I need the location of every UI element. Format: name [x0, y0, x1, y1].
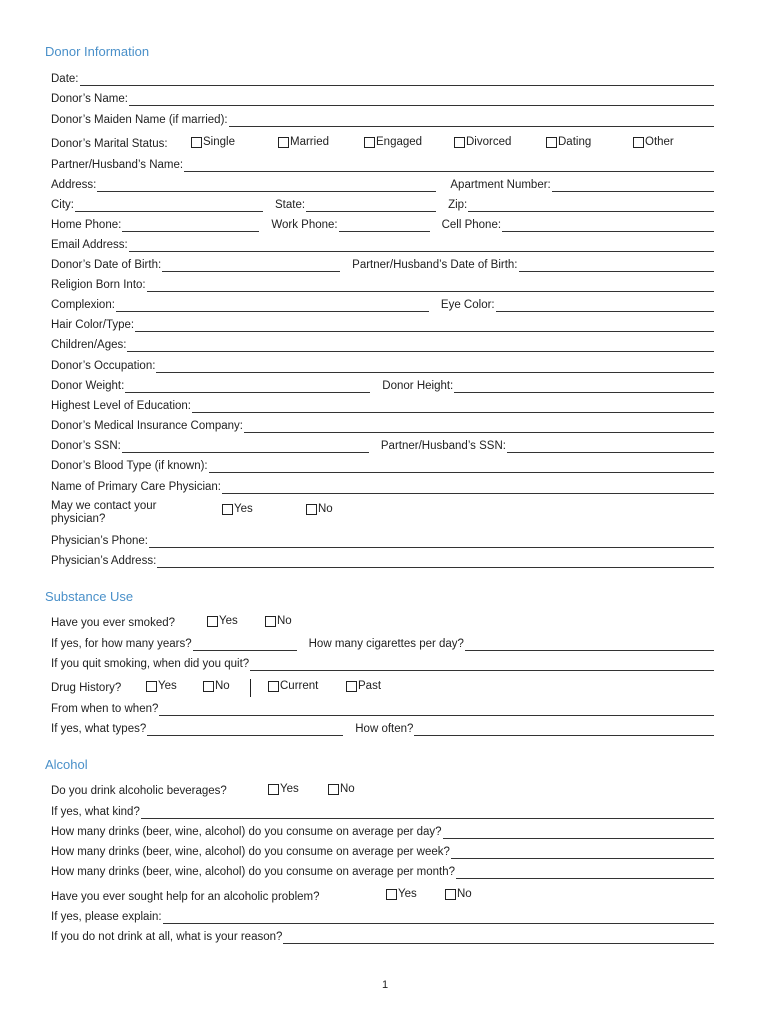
reason-label: If you do not drink at all, what is your reason?	[51, 931, 283, 943]
smoked-yes-label: Yes	[219, 615, 238, 627]
section-title-donor-information: Donor Information	[45, 44, 150, 59]
phones-row	[51, 216, 714, 232]
drug-yes-checkbox[interactable]	[146, 680, 177, 693]
physician-address-row	[51, 552, 714, 568]
drinks-per-month-label: How many drinks (beer, wine, alcohol) do you consume on average per month?	[51, 866, 455, 878]
donor-name-label: Donor’s Name:	[51, 93, 128, 105]
checkbox-box[interactable]	[546, 137, 557, 148]
section-title-substance-use: Substance Use	[45, 589, 134, 604]
religion-row	[51, 276, 714, 292]
eye-color-field[interactable]	[496, 300, 714, 312]
marital-divorced-checkbox[interactable]	[454, 136, 511, 149]
smoking-years-row	[51, 635, 714, 651]
insurance-row	[51, 417, 714, 433]
maiden-name-field[interactable]	[229, 115, 714, 127]
checkbox-box[interactable]	[633, 137, 644, 148]
occupation-field[interactable]	[156, 361, 714, 373]
physician-address-field[interactable]	[157, 556, 714, 568]
religion-field[interactable]	[147, 280, 714, 292]
ssn-field[interactable]	[122, 441, 369, 453]
drink-label: Do you drink alcoholic beverages?	[51, 785, 227, 797]
explain-row	[51, 908, 714, 924]
partner-ssn-field[interactable]	[507, 441, 714, 453]
children-field[interactable]	[127, 340, 714, 352]
marital-single-checkbox[interactable]	[191, 136, 235, 149]
drug-yes-label: Yes	[158, 680, 177, 692]
contact-no-label: No	[318, 503, 333, 515]
maiden-name-label: Donor’s Maiden Name (if married):	[51, 114, 228, 126]
drink-kind-row	[51, 803, 714, 819]
from-when-row	[51, 700, 714, 716]
physician-name-row	[51, 478, 714, 494]
contact-physician-label: May we contact your physician?	[51, 500, 157, 525]
city-state-zip-row	[51, 196, 714, 212]
apartment-label: Apartment Number:	[450, 179, 551, 191]
partner-ssn-label: Partner/Husband’s SSN:	[380, 440, 506, 452]
drinks-per-day-field[interactable]	[443, 827, 714, 839]
marital-dating-label: Dating	[558, 136, 592, 148]
section-title-alcohol: Alcohol	[45, 757, 88, 772]
marital-engaged-label: Engaged	[376, 136, 423, 148]
quit-field[interactable]	[250, 659, 714, 671]
drug-history-label: Drug History?	[51, 682, 122, 694]
explain-field[interactable]	[163, 912, 714, 924]
date-label: Date:	[51, 73, 79, 85]
drinks-per-month-field[interactable]	[456, 867, 714, 879]
weight-label: Donor Weight:	[51, 380, 125, 392]
education-row	[51, 397, 714, 413]
reason-row	[51, 928, 714, 944]
occupation-label: Donor’s Occupation:	[51, 360, 156, 372]
partner-name-row	[51, 156, 714, 172]
drug-no-checkbox[interactable]	[203, 680, 230, 693]
marital-dating-checkbox[interactable]	[546, 136, 591, 149]
drink-no-label: No	[340, 783, 355, 795]
smoked-no-checkbox[interactable]	[265, 615, 292, 628]
education-field[interactable]	[192, 401, 714, 413]
drink-kind-label: If yes, what kind?	[51, 806, 140, 818]
home-phone-label: Home Phone:	[51, 219, 122, 231]
checkbox-box[interactable]	[146, 681, 157, 692]
reason-field[interactable]	[283, 932, 714, 944]
drug-past-checkbox[interactable]	[346, 680, 381, 693]
email-row	[51, 236, 714, 252]
marital-married-label: Married	[290, 136, 329, 148]
zip-label: Zip:	[448, 199, 468, 211]
how-often-field[interactable]	[414, 724, 714, 736]
drug-current-label: Current	[280, 680, 319, 692]
drink-yes-checkbox[interactable]	[268, 783, 299, 796]
home-phone-field[interactable]	[122, 220, 259, 232]
drug-current-checkbox[interactable]	[268, 680, 318, 693]
apartment-field[interactable]	[552, 180, 714, 192]
partner-name-label: Partner/Husband’s Name:	[51, 159, 184, 171]
insurance-field[interactable]	[244, 421, 714, 433]
drinks-per-day-row	[51, 823, 714, 839]
work-phone-label: Work Phone:	[271, 219, 338, 231]
smoking-years-label: If yes, for how many years?	[51, 638, 192, 650]
city-field[interactable]	[75, 200, 263, 212]
checkbox-box[interactable]	[222, 504, 233, 515]
checkbox-box[interactable]	[328, 784, 339, 795]
address-label: Address:	[51, 179, 97, 191]
drug-types-field[interactable]	[147, 724, 343, 736]
blood-type-row	[51, 457, 714, 473]
from-when-field[interactable]	[159, 704, 714, 716]
checkbox-box[interactable]	[278, 137, 289, 148]
email-label: Email Address:	[51, 239, 128, 251]
partner-dob-field[interactable]	[519, 260, 714, 272]
children-row	[51, 336, 714, 352]
date-row	[51, 70, 714, 86]
how-often-label: How often?	[355, 723, 414, 735]
drinks-per-week-field[interactable]	[451, 847, 714, 859]
height-field[interactable]	[454, 381, 714, 393]
weight-field[interactable]	[125, 381, 370, 393]
education-label: Highest Level of Education:	[51, 400, 192, 412]
drinks-per-week-label: How many drinks (beer, wine, alcohol) do you consume on average per week?	[51, 846, 450, 858]
work-phone-field[interactable]	[339, 220, 430, 232]
drinks-per-week-row	[51, 843, 714, 859]
zip-field[interactable]	[468, 200, 714, 212]
dob-field[interactable]	[162, 260, 340, 272]
physician-phone-field[interactable]	[149, 536, 714, 548]
checkbox-box[interactable]	[265, 616, 276, 627]
checkbox-box[interactable]	[306, 504, 317, 515]
height-label: Donor Height:	[382, 380, 454, 392]
physician-address-label: Physician’s Address:	[51, 555, 157, 567]
complexion-label: Complexion:	[51, 299, 115, 311]
checkbox-box[interactable]	[386, 889, 397, 900]
drink-kind-field[interactable]	[141, 807, 714, 819]
children-label: Children/Ages:	[51, 339, 127, 351]
state-field[interactable]	[306, 200, 436, 212]
contact-yes-label: Yes	[234, 503, 253, 515]
hair-label: Hair Color/Type:	[51, 319, 135, 331]
cell-phone-label: Cell Phone:	[441, 219, 502, 231]
blood-type-field[interactable]	[209, 461, 714, 473]
drug-past-label: Past	[358, 680, 382, 692]
drink-yes-label: Yes	[280, 783, 299, 795]
checkbox-box[interactable]	[268, 784, 279, 795]
smoking-years-field[interactable]	[193, 639, 297, 651]
quit-label: If you quit smoking, when did you quit?	[51, 658, 250, 670]
cigs-per-day-label: How many cigarettes per day?	[308, 638, 464, 650]
maiden-name-row	[51, 111, 714, 127]
divider	[250, 679, 251, 697]
smoked-label: Have you ever smoked?	[51, 617, 176, 629]
complexion-field[interactable]	[116, 300, 429, 312]
ssn-row	[51, 437, 714, 453]
checkbox-box[interactable]	[207, 616, 218, 627]
marital-single-label: Single	[203, 136, 235, 148]
insurance-label: Donor’s Medical Insurance Company:	[51, 420, 243, 432]
physician-name-field[interactable]	[222, 482, 714, 494]
physician-phone-row	[51, 532, 714, 548]
marital-other-label: Other	[645, 136, 674, 148]
address-row	[51, 176, 714, 192]
checkbox-box[interactable]	[445, 889, 456, 900]
checkbox-box[interactable]	[191, 137, 202, 148]
marital-engaged-checkbox[interactable]	[364, 136, 422, 149]
checkbox-box[interactable]	[454, 137, 465, 148]
contact-yes-checkbox[interactable]	[222, 503, 253, 516]
physician-name-label: Name of Primary Care Physician:	[51, 481, 221, 493]
weight-height-row	[51, 377, 714, 393]
smoked-yes-checkbox[interactable]	[207, 615, 238, 628]
drug-types-label: If yes, what types?	[51, 723, 147, 735]
from-when-label: From when to when?	[51, 703, 159, 715]
partner-name-field[interactable]	[184, 160, 714, 172]
hair-field[interactable]	[135, 320, 714, 332]
checkbox-box[interactable]	[203, 681, 214, 692]
sought-help-label: Have you ever sought help for an alcoholic problem?	[51, 891, 320, 903]
help-no-checkbox[interactable]	[445, 888, 472, 901]
contact-no-checkbox[interactable]	[306, 503, 333, 516]
donor-name-field[interactable]	[129, 94, 714, 106]
checkbox-box[interactable]	[364, 137, 375, 148]
marital-divorced-label: Divorced	[466, 136, 512, 148]
drinks-per-month-row	[51, 863, 714, 879]
cigs-per-day-field[interactable]	[465, 639, 714, 651]
occupation-row	[51, 357, 714, 373]
help-no-label: No	[457, 888, 472, 900]
smoked-no-label: No	[277, 615, 292, 627]
drug-no-label: No	[215, 680, 230, 692]
religion-label: Religion Born Into:	[51, 279, 146, 291]
city-label: City:	[51, 199, 74, 211]
explain-label: If yes, please explain:	[51, 911, 162, 923]
drinks-per-day-label: How many drinks (beer, wine, alcohol) do you consume on average per day?	[51, 826, 442, 838]
quit-row	[51, 655, 714, 671]
drink-no-checkbox[interactable]	[328, 783, 355, 796]
marital-other-checkbox[interactable]	[633, 136, 674, 149]
eye-color-label: Eye Color:	[440, 299, 495, 311]
checkbox-box[interactable]	[268, 681, 279, 692]
checkbox-box[interactable]	[346, 681, 357, 692]
dob-label: Donor’s Date of Birth:	[51, 259, 162, 271]
donor-name-row	[51, 90, 714, 106]
email-field[interactable]	[129, 240, 714, 252]
help-yes-checkbox[interactable]	[386, 888, 417, 901]
drug-types-row	[51, 720, 714, 736]
page-number: 1	[381, 979, 389, 991]
state-label: State:	[275, 199, 306, 211]
physician-phone-label: Physician’s Phone:	[51, 535, 148, 547]
help-yes-label: Yes	[398, 888, 417, 900]
address-field[interactable]	[97, 180, 436, 192]
hair-row	[51, 316, 714, 332]
ssn-label: Donor’s SSN:	[51, 440, 121, 452]
marital-married-checkbox[interactable]	[278, 136, 329, 149]
marital-status-label: Donor’s Marital Status:	[51, 138, 168, 150]
blood-type-label: Donor’s Blood Type (if known):	[51, 460, 208, 472]
cell-phone-field[interactable]	[502, 220, 714, 232]
complexion-row	[51, 296, 714, 312]
dob-row	[51, 256, 714, 272]
date-field[interactable]	[80, 74, 715, 86]
partner-dob-label: Partner/Husband’s Date of Birth:	[352, 259, 518, 271]
